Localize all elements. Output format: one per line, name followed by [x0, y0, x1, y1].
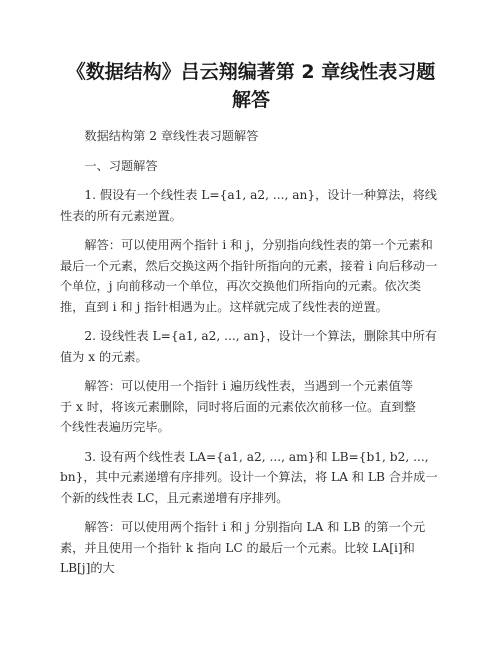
exercise-1-answer: 解答：可以使用两个指针 i 和 j，分别指向线性表的第一个元素和最后一个元素，然后交换这两个指针所指向的元素，接着 i 向后移动一个单位，j 向前移动一个单位，再次交换他们所指向的元素。依次类推，直到 i 和 j 指针相遇为止。这样就完成了线性表的逆置。 [60, 238, 438, 314]
section-heading: 一、习题解答 [84, 158, 158, 173]
document-title: 《数据结构》吕云翔编著第 2 章线性表习题解答 [66, 61, 436, 111]
subtitle-paragraph: 数据结构第 2 章线性表习题解答 [84, 129, 259, 143]
exercise-3-answer: 解答：可以使用两个指针 i 和 j 分别指向 LA 和 LB 的第一个元素，并且使用一个指针 k 指向 LC 的最后一个元素。比较 LA[i]和 LB[j]的大 [60, 520, 426, 575]
exercise-2-question: 2. 设线性表 L={a1, a2, ..., an}，设计一个算法，删除其中所有值为 x 的元素。 [60, 329, 437, 364]
exercise-1-question: 1. 假设有一个线性表 L={a1, a2, ..., an}，设计一种算法，将线性表的所有元素逆置。 [60, 188, 437, 223]
exercise-2-answer: 解答：可以使用一个指针 i 遍历线性表，当遇到一个元素值等于 x 时，将该元素删除，同时将后面的元素依次前移一位。直到整个线性表遍历完毕。 [60, 379, 416, 434]
exercise-3-question: 3. 设有两个线性表 LA={a1, a2, ..., am}和 LB={b1, b2, ..., bn}，其中元素递增有序排列。设计一个算法，将 LA 和 LB 合并成一个新的线性表 LC，且元素递增有序排列。 [60, 449, 438, 505]
